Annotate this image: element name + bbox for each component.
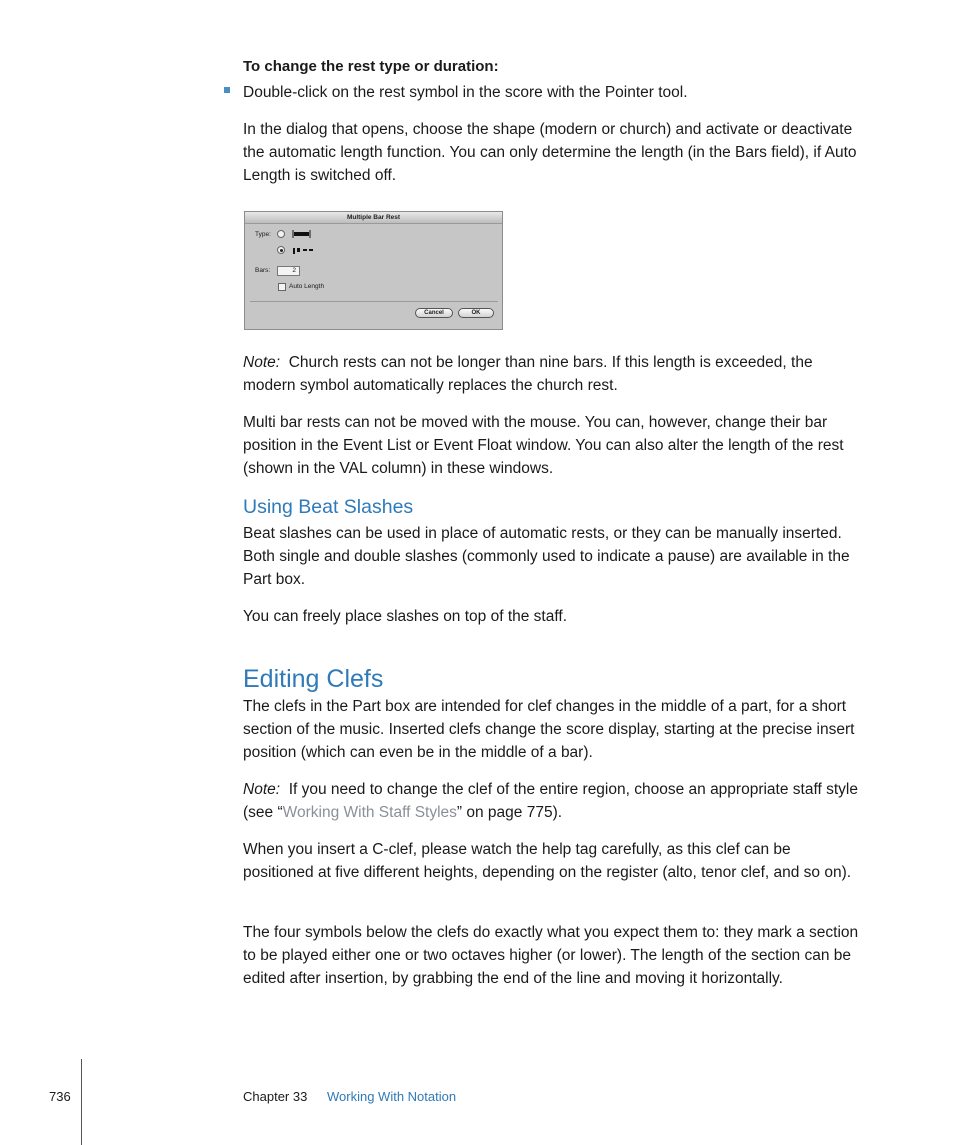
radio-modern[interactable] (277, 230, 285, 238)
type-label: Type: (255, 231, 271, 238)
note-label: Note: (243, 781, 281, 798)
clefs-paragraph-4: The four symbols below the clefs do exactly what you expect them to: they mark a section to be played either one or two octaves higher (or lower). The length of the section can be edited after insertion, by grabbing the end of the line and moving it horizontally. (243, 924, 859, 987)
procedure-heading: To change the rest type or duration: (243, 58, 499, 75)
beat-slashes-heading: Using Beat Slashes (243, 496, 414, 518)
chapter-title-link[interactable]: Working With Notation (327, 1089, 457, 1104)
multibar-paragraph: Multi bar rests can not be moved with the mouse. You can, however, change their bar position in the Event List or Event Float window. You can also alter the length of the rest (shown in the VAL column) in these windows. (243, 414, 844, 477)
clefs-note (243, 778, 865, 824)
clefs-paragraph-3: When you insert a C-clef, please watch the help tag carefully, as this clef can be positioned at five different heights, depending on the register (alto, tenor clef, and so on). (243, 841, 852, 881)
dialog-intro-paragraph: In the dialog that opens, choose the shape (modern or church) and activate or deactivate the automatic length function. You can only determine the length (in the Bars field), if Auto Length is switched off. (243, 121, 857, 184)
footer-rule (81, 1059, 82, 1145)
church-rest-icon (292, 246, 314, 256)
note-text: Church rests can not be longer than nine bars. If this length is exceeded, the modern symbol automatically replaces the church rest. (243, 354, 813, 394)
beat-slashes-paragraph: Beat slashes can be used in place of automatic rests, or they can be manually inserted. Both single and double slashes (commonly used to indicate a pause) are available in the Part box. (243, 525, 850, 588)
slashes-staff-paragraph: You can freely place slashes on top of the staff. (243, 608, 567, 625)
staff-styles-link[interactable]: Working With Staff Styles (282, 804, 457, 821)
page-number: 736 (49, 1089, 71, 1104)
bars-label: Bars: (255, 267, 271, 274)
bullet-text: Double-click on the rest symbol in the score with the Pointer tool. (243, 84, 688, 101)
dialog-title: Multiple Bar Rest (245, 212, 502, 224)
note-church-rests (243, 351, 865, 397)
note-pre-text: If you need to change the clef of the entire region, choose an appropriate staff style (see “ (243, 781, 858, 821)
note-post-text: ” on page 775). (456, 804, 563, 821)
cancel-button[interactable]: Cancel (415, 308, 453, 318)
clefs-paragraph-1: The clefs in the Part box are intended for clef changes in the middle of a part, for a short section of the music. Inserted clefs change the score display, starting at the precise insert position (which can even be in the middle of a bar). (243, 698, 855, 761)
dialog-separator (250, 301, 498, 302)
ok-button[interactable]: OK (458, 308, 494, 318)
note-label: Note: (243, 354, 281, 371)
bars-field[interactable]: 2 (277, 266, 300, 276)
radio-church[interactable] (277, 246, 285, 254)
bullet-marker (224, 87, 230, 93)
chapter-label: Chapter 33 (243, 1089, 308, 1104)
modern-rest-icon (292, 229, 312, 239)
editing-clefs-heading: Editing Clefs (243, 665, 384, 693)
auto-length-checkbox[interactable] (278, 283, 286, 291)
auto-length-label: Auto Length (289, 283, 325, 290)
